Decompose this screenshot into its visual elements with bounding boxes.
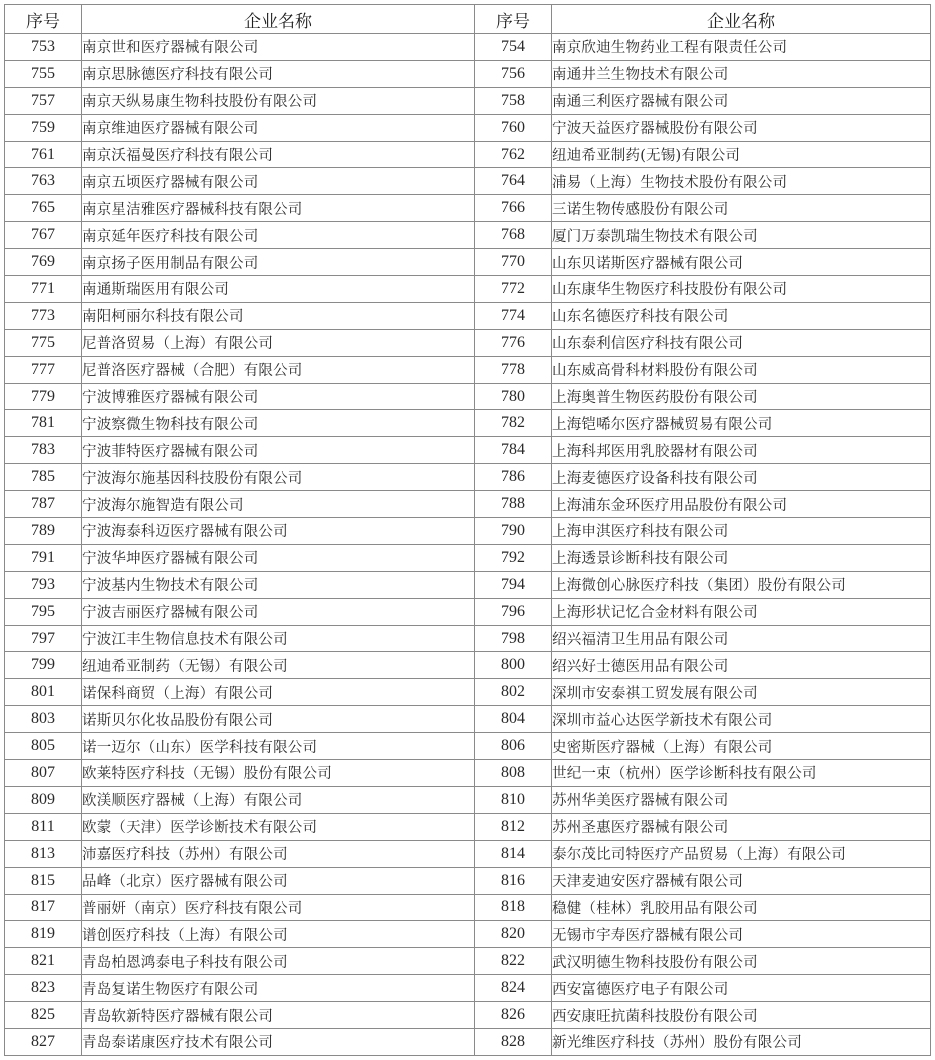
company-name-cell: 普丽妍（南京）医疗科技有限公司: [82, 894, 475, 921]
serial-number-cell: 822: [475, 948, 552, 975]
company-name-cell: 天津麦迪安医疗器械有限公司: [552, 867, 931, 894]
company-name-cell: 南京扬子医用制品有限公司: [82, 249, 475, 276]
serial-number-cell: 787: [5, 491, 82, 518]
serial-number-cell: 779: [5, 383, 82, 410]
table-row: [5, 195, 931, 222]
serial-number-cell: 771: [5, 276, 82, 303]
serial-number-cell: 764: [475, 168, 552, 195]
company-name-cell: 三诺生物传感股份有限公司: [552, 195, 931, 222]
serial-number-cell: 809: [5, 786, 82, 813]
serial-number-cell: 758: [475, 87, 552, 114]
company-name-cell: 西安富德医疗电子有限公司: [552, 975, 931, 1002]
table-row: [5, 840, 931, 867]
serial-number-cell: 780: [475, 383, 552, 410]
serial-number-cell: 766: [475, 195, 552, 222]
table-row: [5, 652, 931, 679]
table-row: [5, 544, 931, 571]
table-row: [5, 894, 931, 921]
company-name-cell: 世纪一束（杭州）医学诊断科技有限公司: [552, 760, 931, 787]
company-name-cell: 欧蒙（天津）医学诊断技术有限公司: [82, 813, 475, 840]
table-row: [5, 867, 931, 894]
company-name-cell: 青岛软新特医疗器械有限公司: [82, 1002, 475, 1029]
table-row: [5, 383, 931, 410]
serial-number-cell: 794: [475, 571, 552, 598]
serial-number-cell: 782: [475, 410, 552, 437]
table-row: [5, 518, 931, 545]
serial-number-cell: 800: [475, 652, 552, 679]
serial-number-cell: 755: [5, 60, 82, 87]
serial-number-cell: 799: [5, 652, 82, 679]
serial-number-cell: 785: [5, 464, 82, 491]
serial-number-cell: 756: [475, 60, 552, 87]
company-name-cell: 上海麦德医疗设备科技有限公司: [552, 464, 931, 491]
company-name-cell: 纽迪希亚制药(无锡)有限公司: [552, 141, 931, 168]
company-name-cell: 上海透景诊断科技有限公司: [552, 544, 931, 571]
table-row: [5, 168, 931, 195]
company-name-cell: 上海微创心脉医疗科技（集团）股份有限公司: [552, 571, 931, 598]
company-name-cell: 尼普洛医疗器械（合肥）有限公司: [82, 356, 475, 383]
company-name-cell: 史密斯医疗器械（上海）有限公司: [552, 733, 931, 760]
company-name-cell: 南阳柯丽尔科技有限公司: [82, 302, 475, 329]
company-name-cell: 纽迪希亚制药（无锡）有限公司: [82, 652, 475, 679]
serial-number-cell: 823: [5, 975, 82, 1002]
serial-number-cell: 788: [475, 491, 552, 518]
company-name-cell: 宁波菲特医疗器械有限公司: [82, 437, 475, 464]
serial-number-cell: 818: [475, 894, 552, 921]
table-row: [5, 760, 931, 787]
company-name-cell: 沛嘉医疗科技（苏州）有限公司: [82, 840, 475, 867]
header-company-name-left: 企业名称: [82, 5, 475, 34]
serial-number-cell: 783: [5, 437, 82, 464]
serial-number-cell: 804: [475, 706, 552, 733]
serial-number-cell: 768: [475, 222, 552, 249]
company-name-cell: 上海铠唏尔医疗器械贸易有限公司: [552, 410, 931, 437]
serial-number-cell: 826: [475, 1002, 552, 1029]
serial-number-cell: 821: [5, 948, 82, 975]
company-name-cell: 稳健（桂林）乳胶用品有限公司: [552, 894, 931, 921]
company-name-cell: 泰尔茂比司特医疗产品贸易（上海）有限公司: [552, 840, 931, 867]
serial-number-cell: 753: [5, 34, 82, 61]
company-name-cell: 青岛柏恩鸿泰电子科技有限公司: [82, 948, 475, 975]
company-name-cell: 诺保科商贸（上海）有限公司: [82, 679, 475, 706]
table-row: [5, 410, 931, 437]
header-serial-number-right: 序号: [475, 5, 552, 34]
company-name-cell: 南京思脉德医疗科技有限公司: [82, 60, 475, 87]
company-name-cell: 南通井兰生物技术有限公司: [552, 60, 931, 87]
table-row: [5, 302, 931, 329]
company-name-cell: 诺斯贝尔化妆品股份有限公司: [82, 706, 475, 733]
table-row: [5, 249, 931, 276]
serial-number-cell: 781: [5, 410, 82, 437]
company-name-cell: 南京五顷医疗器械有限公司: [82, 168, 475, 195]
company-name-cell: 绍兴福清卫生用品有限公司: [552, 625, 931, 652]
table-row: [5, 733, 931, 760]
company-name-cell: 浦易（上海）生物技术股份有限公司: [552, 168, 931, 195]
table-row: [5, 975, 931, 1002]
serial-number-cell: 825: [5, 1002, 82, 1029]
table-header-row: [5, 5, 931, 34]
company-name-cell: 宁波基内生物技术有限公司: [82, 571, 475, 598]
company-name-cell: 南京延年医疗科技有限公司: [82, 222, 475, 249]
serial-number-cell: 798: [475, 625, 552, 652]
company-name-cell: 上海形状记忆合金材料有限公司: [552, 598, 931, 625]
company-name-cell: 无锡市宇寿医疗器械有限公司: [552, 921, 931, 948]
table-row: [5, 1028, 931, 1055]
company-name-cell: 厦门万泰凯瑞生物技术有限公司: [552, 222, 931, 249]
serial-number-cell: 777: [5, 356, 82, 383]
company-name-cell: 宁波博雅医疗器械有限公司: [82, 383, 475, 410]
serial-number-cell: 819: [5, 921, 82, 948]
company-name-cell: 上海科邦医用乳胶器材有限公司: [552, 437, 931, 464]
serial-number-cell: 767: [5, 222, 82, 249]
serial-number-cell: 754: [475, 34, 552, 61]
company-name-cell: 武汉明德生物科技股份有限公司: [552, 948, 931, 975]
table-row: [5, 222, 931, 249]
company-name-cell: 上海申淇医疗科技有限公司: [552, 518, 931, 545]
table-row: [5, 921, 931, 948]
company-name-cell: 南通斯瑞医用有限公司: [82, 276, 475, 303]
company-name-cell: 深圳市益心达医学新技术有限公司: [552, 706, 931, 733]
table-row: [5, 571, 931, 598]
table-row: [5, 114, 931, 141]
company-name-cell: 新光维医疗科技（苏州）股份有限公司: [552, 1028, 931, 1055]
company-name-cell: 南京天纵易康生物科技股份有限公司: [82, 87, 475, 114]
company-name-cell: 宁波海泰科迈医疗器械有限公司: [82, 518, 475, 545]
table-row: [5, 464, 931, 491]
company-name-cell: 宁波海尔施智造有限公司: [82, 491, 475, 518]
company-name-cell: 欧渼顺医疗器械（上海）有限公司: [82, 786, 475, 813]
table-row: [5, 625, 931, 652]
serial-number-cell: 810: [475, 786, 552, 813]
company-name-cell: 宁波江丰生物信息技术有限公司: [82, 625, 475, 652]
table-row: [5, 1002, 931, 1029]
serial-number-cell: 827: [5, 1028, 82, 1055]
company-name-cell: 上海奥普生物医药股份有限公司: [552, 383, 931, 410]
company-name-cell: 苏州华美医疗器械有限公司: [552, 786, 931, 813]
company-name-cell: 上海浦东金环医疗用品股份有限公司: [552, 491, 931, 518]
company-name-cell: 南京星洁雅医疗器械科技有限公司: [82, 195, 475, 222]
serial-number-cell: 791: [5, 544, 82, 571]
serial-number-cell: 820: [475, 921, 552, 948]
company-name-cell: 南通三利医疗器械有限公司: [552, 87, 931, 114]
serial-number-cell: 807: [5, 760, 82, 787]
company-name-cell: 山东康华生物医疗科技股份有限公司: [552, 276, 931, 303]
serial-number-cell: 760: [475, 114, 552, 141]
table-body: [5, 34, 931, 1056]
company-name-cell: 南京维迪医疗器械有限公司: [82, 114, 475, 141]
serial-number-cell: 802: [475, 679, 552, 706]
serial-number-cell: 761: [5, 141, 82, 168]
company-name-cell: 宁波海尔施基因科技股份有限公司: [82, 464, 475, 491]
company-name-cell: 南京沃福曼医疗科技有限公司: [82, 141, 475, 168]
company-name-cell: 品峰（北京）医疗器械有限公司: [82, 867, 475, 894]
company-name-cell: 谱创医疗科技（上海）有限公司: [82, 921, 475, 948]
serial-number-cell: 814: [475, 840, 552, 867]
company-name-cell: 青岛泰诺康医疗技术有限公司: [82, 1028, 475, 1055]
serial-number-cell: 803: [5, 706, 82, 733]
table-row: [5, 813, 931, 840]
serial-number-cell: 789: [5, 518, 82, 545]
table-row: [5, 706, 931, 733]
serial-number-cell: 796: [475, 598, 552, 625]
serial-number-cell: 765: [5, 195, 82, 222]
serial-number-cell: 817: [5, 894, 82, 921]
serial-number-cell: 774: [475, 302, 552, 329]
serial-number-cell: 797: [5, 625, 82, 652]
serial-number-cell: 769: [5, 249, 82, 276]
serial-number-cell: 801: [5, 679, 82, 706]
table-row: [5, 276, 931, 303]
company-list-table: [4, 4, 931, 1056]
company-name-cell: 苏州圣惠医疗器械有限公司: [552, 813, 931, 840]
serial-number-cell: 762: [475, 141, 552, 168]
company-name-cell: 南京世和医疗器械有限公司: [82, 34, 475, 61]
serial-number-cell: 808: [475, 760, 552, 787]
serial-number-cell: 776: [475, 329, 552, 356]
serial-number-cell: 792: [475, 544, 552, 571]
company-name-cell: 宁波天益医疗器械股份有限公司: [552, 114, 931, 141]
table-row: [5, 329, 931, 356]
company-name-cell: 山东名德医疗科技有限公司: [552, 302, 931, 329]
serial-number-cell: 828: [475, 1028, 552, 1055]
serial-number-cell: 811: [5, 813, 82, 840]
company-name-cell: 南京欣迪生物药业工程有限责任公司: [552, 34, 931, 61]
table-row: [5, 491, 931, 518]
serial-number-cell: 786: [475, 464, 552, 491]
table-row: [5, 598, 931, 625]
header-company-name-right: 企业名称: [552, 5, 931, 34]
company-name-cell: 诺一迈尔（山东）医学科技有限公司: [82, 733, 475, 760]
serial-number-cell: 757: [5, 87, 82, 114]
serial-number-cell: 815: [5, 867, 82, 894]
serial-number-cell: 824: [475, 975, 552, 1002]
company-name-cell: 山东威高骨科材料股份有限公司: [552, 356, 931, 383]
serial-number-cell: 806: [475, 733, 552, 760]
serial-number-cell: 775: [5, 329, 82, 356]
table-row: [5, 60, 931, 87]
table-row: [5, 141, 931, 168]
company-name-cell: 尼普洛贸易（上海）有限公司: [82, 329, 475, 356]
company-name-cell: 宁波吉丽医疗器械有限公司: [82, 598, 475, 625]
table-row: [5, 437, 931, 464]
company-name-cell: 青岛复诺生物医疗有限公司: [82, 975, 475, 1002]
company-name-cell: 宁波察微生物科技有限公司: [82, 410, 475, 437]
serial-number-cell: 813: [5, 840, 82, 867]
serial-number-cell: 784: [475, 437, 552, 464]
serial-number-cell: 812: [475, 813, 552, 840]
serial-number-cell: 778: [475, 356, 552, 383]
company-name-cell: 山东泰利信医疗科技有限公司: [552, 329, 931, 356]
serial-number-cell: 816: [475, 867, 552, 894]
table-row: [5, 948, 931, 975]
table-row: [5, 87, 931, 114]
serial-number-cell: 773: [5, 302, 82, 329]
company-name-cell: 西安康旺抗菌科技股份有限公司: [552, 1002, 931, 1029]
serial-number-cell: 763: [5, 168, 82, 195]
serial-number-cell: 805: [5, 733, 82, 760]
header-serial-number-left: 序号: [5, 5, 82, 34]
company-name-cell: 欧莱特医疗科技（无锡）股份有限公司: [82, 760, 475, 787]
table-row: [5, 786, 931, 813]
table-row: [5, 356, 931, 383]
company-name-cell: 绍兴好士德医用品有限公司: [552, 652, 931, 679]
table-row: [5, 679, 931, 706]
serial-number-cell: 759: [5, 114, 82, 141]
company-name-cell: 山东贝诺斯医疗器械有限公司: [552, 249, 931, 276]
company-name-cell: 宁波华坤医疗器械有限公司: [82, 544, 475, 571]
serial-number-cell: 793: [5, 571, 82, 598]
serial-number-cell: 790: [475, 518, 552, 545]
serial-number-cell: 770: [475, 249, 552, 276]
table-row: [5, 34, 931, 61]
serial-number-cell: 795: [5, 598, 82, 625]
serial-number-cell: 772: [475, 276, 552, 303]
company-name-cell: 深圳市安泰祺工贸发展有限公司: [552, 679, 931, 706]
